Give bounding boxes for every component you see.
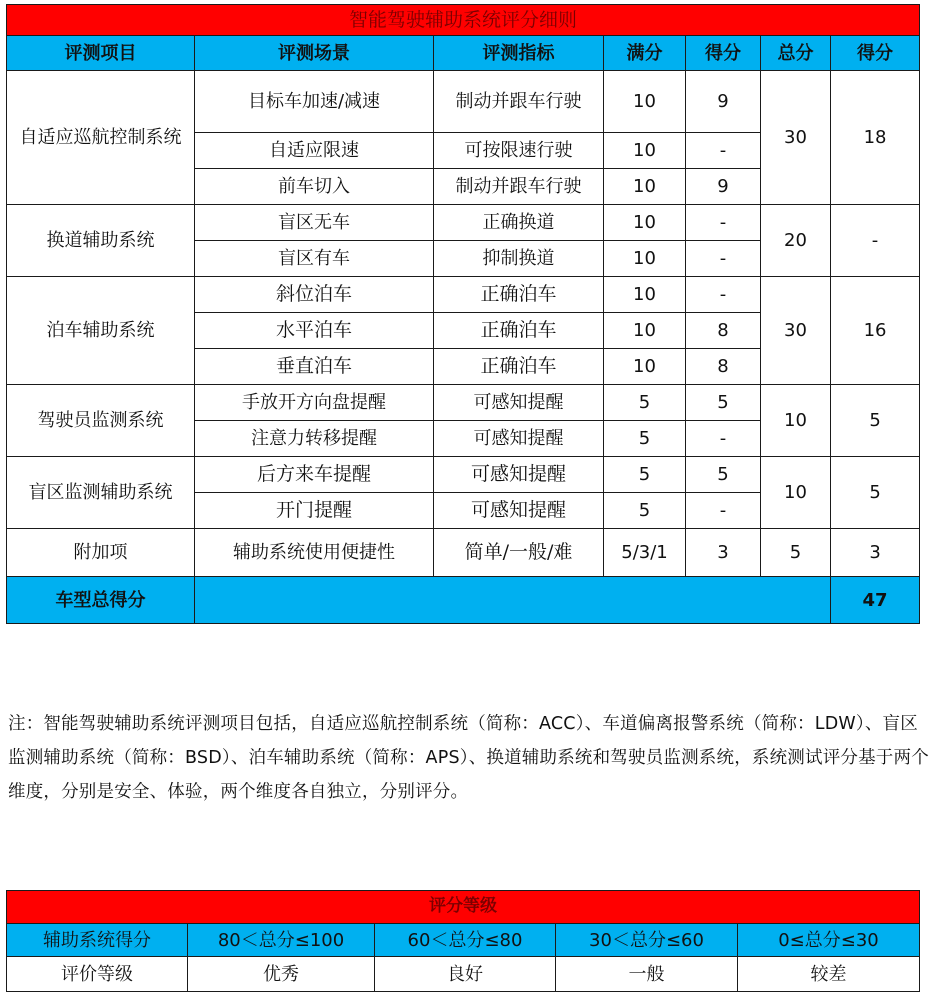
item-cell: 泊车辅助系统 [7,277,195,385]
full-score-cell: 10 [604,133,686,169]
scenario-cell: 前车切入 [195,169,434,205]
total-cell: 5 [761,529,831,577]
table-row [7,385,920,421]
score-cell: 9 [686,169,761,205]
full-score-cell: 5 [604,385,686,421]
score-cell: 3 [686,529,761,577]
full-score-cell: 10 [604,205,686,241]
scenario-cell: 垂直泊车 [195,349,434,385]
grade-level: 良好 [375,957,556,992]
indicator-cell: 抑制换道 [434,241,604,277]
total-cell: 10 [761,457,831,529]
group-score-cell: 3 [831,529,920,577]
indicator-cell: 制动并跟车行驶 [434,169,604,205]
full-score-cell: 10 [604,169,686,205]
total-score: 47 [831,577,920,624]
grade-title: 评分等级 [7,891,920,924]
score-cell: - [686,133,761,169]
score-cell: - [686,241,761,277]
grade-title-row [7,891,920,924]
table-title-row [7,5,920,36]
indicator-cell: 可感知提醒 [434,385,604,421]
header-full-score: 满分 [604,36,686,71]
header-indicator: 评测指标 [434,36,604,71]
indicator-cell: 可感知提醒 [434,493,604,529]
full-score-cell: 10 [604,277,686,313]
full-score-cell: 5 [604,421,686,457]
score-cell: 5 [686,457,761,493]
full-score-cell: 5 [604,493,686,529]
grade-level: 优秀 [188,957,375,992]
grade-band-row [7,924,920,957]
item-cell: 驾驶员监测系统 [7,385,195,457]
indicator-cell: 制动并跟车行驶 [434,71,604,133]
score-cell: 5 [686,385,761,421]
item-cell: 附加项 [7,529,195,577]
scenario-cell: 水平泊车 [195,313,434,349]
scenario-cell: 后方来车提醒 [195,457,434,493]
table-row [7,71,920,133]
table-row [7,205,920,241]
grade-level-label: 评价等级 [7,957,188,992]
total-spacer [195,577,831,624]
scenario-cell: 辅助系统使用便捷性 [195,529,434,577]
indicator-cell: 可感知提醒 [434,421,604,457]
score-cell: - [686,421,761,457]
indicator-cell: 简单/一般/难 [434,529,604,577]
indicator-cell: 正确泊车 [434,313,604,349]
score-cell: - [686,277,761,313]
score-cell: 8 [686,313,761,349]
grade-level: 较差 [738,957,920,992]
score-cell: - [686,205,761,241]
scenario-cell: 斜位泊车 [195,277,434,313]
grade-band: 30＜总分≤60 [556,924,738,957]
full-score-cell: 10 [604,71,686,133]
full-score-cell: 5/3/1 [604,529,686,577]
total-cell: 30 [761,71,831,205]
total-cell: 30 [761,277,831,385]
scoring-table [6,4,920,624]
full-score-cell: 10 [604,349,686,385]
score-cell: 8 [686,349,761,385]
header-group-score: 得分 [831,36,920,71]
scenario-cell: 自适应限速 [195,133,434,169]
scenario-cell: 手放开方向盘提醒 [195,385,434,421]
indicator-cell: 可感知提醒 [434,457,604,493]
total-row [7,577,920,624]
scenario-cell: 盲区有车 [195,241,434,277]
item-cell: 自适应巡航控制系统 [7,71,195,205]
group-score-cell: 5 [831,385,920,457]
group-score-cell: 5 [831,457,920,529]
scenario-cell: 开门提醒 [195,493,434,529]
header-scenario: 评测场景 [195,36,434,71]
grade-row-label: 辅助系统得分 [7,924,188,957]
header-score: 得分 [686,36,761,71]
item-cell: 换道辅助系统 [7,205,195,277]
group-score-cell: - [831,205,920,277]
item-cell: 盲区监测辅助系统 [7,457,195,529]
grade-level-row [7,957,920,992]
note-text: 注：智能驾驶辅助系统评测项目包括，自适应巡航控制系统（简称：ACC）、车道偏离报警系统（简称：LDW）、盲区监测辅助系统（简称：BSD）、泊车辅助系统（简称：APS）、换道辅助系统和驾驶员监测系统，系统测试评分基于两个维度，分别是安全、体验，两个维度各自独立，分别评分。 [8,714,929,802]
total-cell: 10 [761,385,831,457]
score-cell: - [686,493,761,529]
group-score-cell: 16 [831,277,920,385]
grade-band: 0≤总分≤30 [738,924,920,957]
header-row [7,36,920,71]
table-title: 智能驾驶辅助系统评分细则 [7,5,920,36]
grade-band: 60＜总分≤80 [375,924,556,957]
indicator-cell: 可按限速行驶 [434,133,604,169]
total-cell: 20 [761,205,831,277]
grade-level: 一般 [556,957,738,992]
table-row [7,529,920,577]
scenario-cell: 盲区无车 [195,205,434,241]
indicator-cell: 正确换道 [434,205,604,241]
table-row [7,457,920,493]
header-item: 评测项目 [7,36,195,71]
group-score-cell: 18 [831,71,920,205]
score-cell: 9 [686,71,761,133]
total-label: 车型总得分 [7,577,195,624]
header-total: 总分 [761,36,831,71]
indicator-cell: 正确泊车 [434,349,604,385]
scenario-cell: 目标车加速/减速 [195,71,434,133]
full-score-cell: 5 [604,457,686,493]
grade-table [6,890,920,992]
indicator-cell: 正确泊车 [434,277,604,313]
grade-band: 80＜总分≤100 [188,924,375,957]
full-score-cell: 10 [604,313,686,349]
scenario-cell: 注意力转移提醒 [195,421,434,457]
table-row [7,277,920,313]
full-score-cell: 10 [604,241,686,277]
